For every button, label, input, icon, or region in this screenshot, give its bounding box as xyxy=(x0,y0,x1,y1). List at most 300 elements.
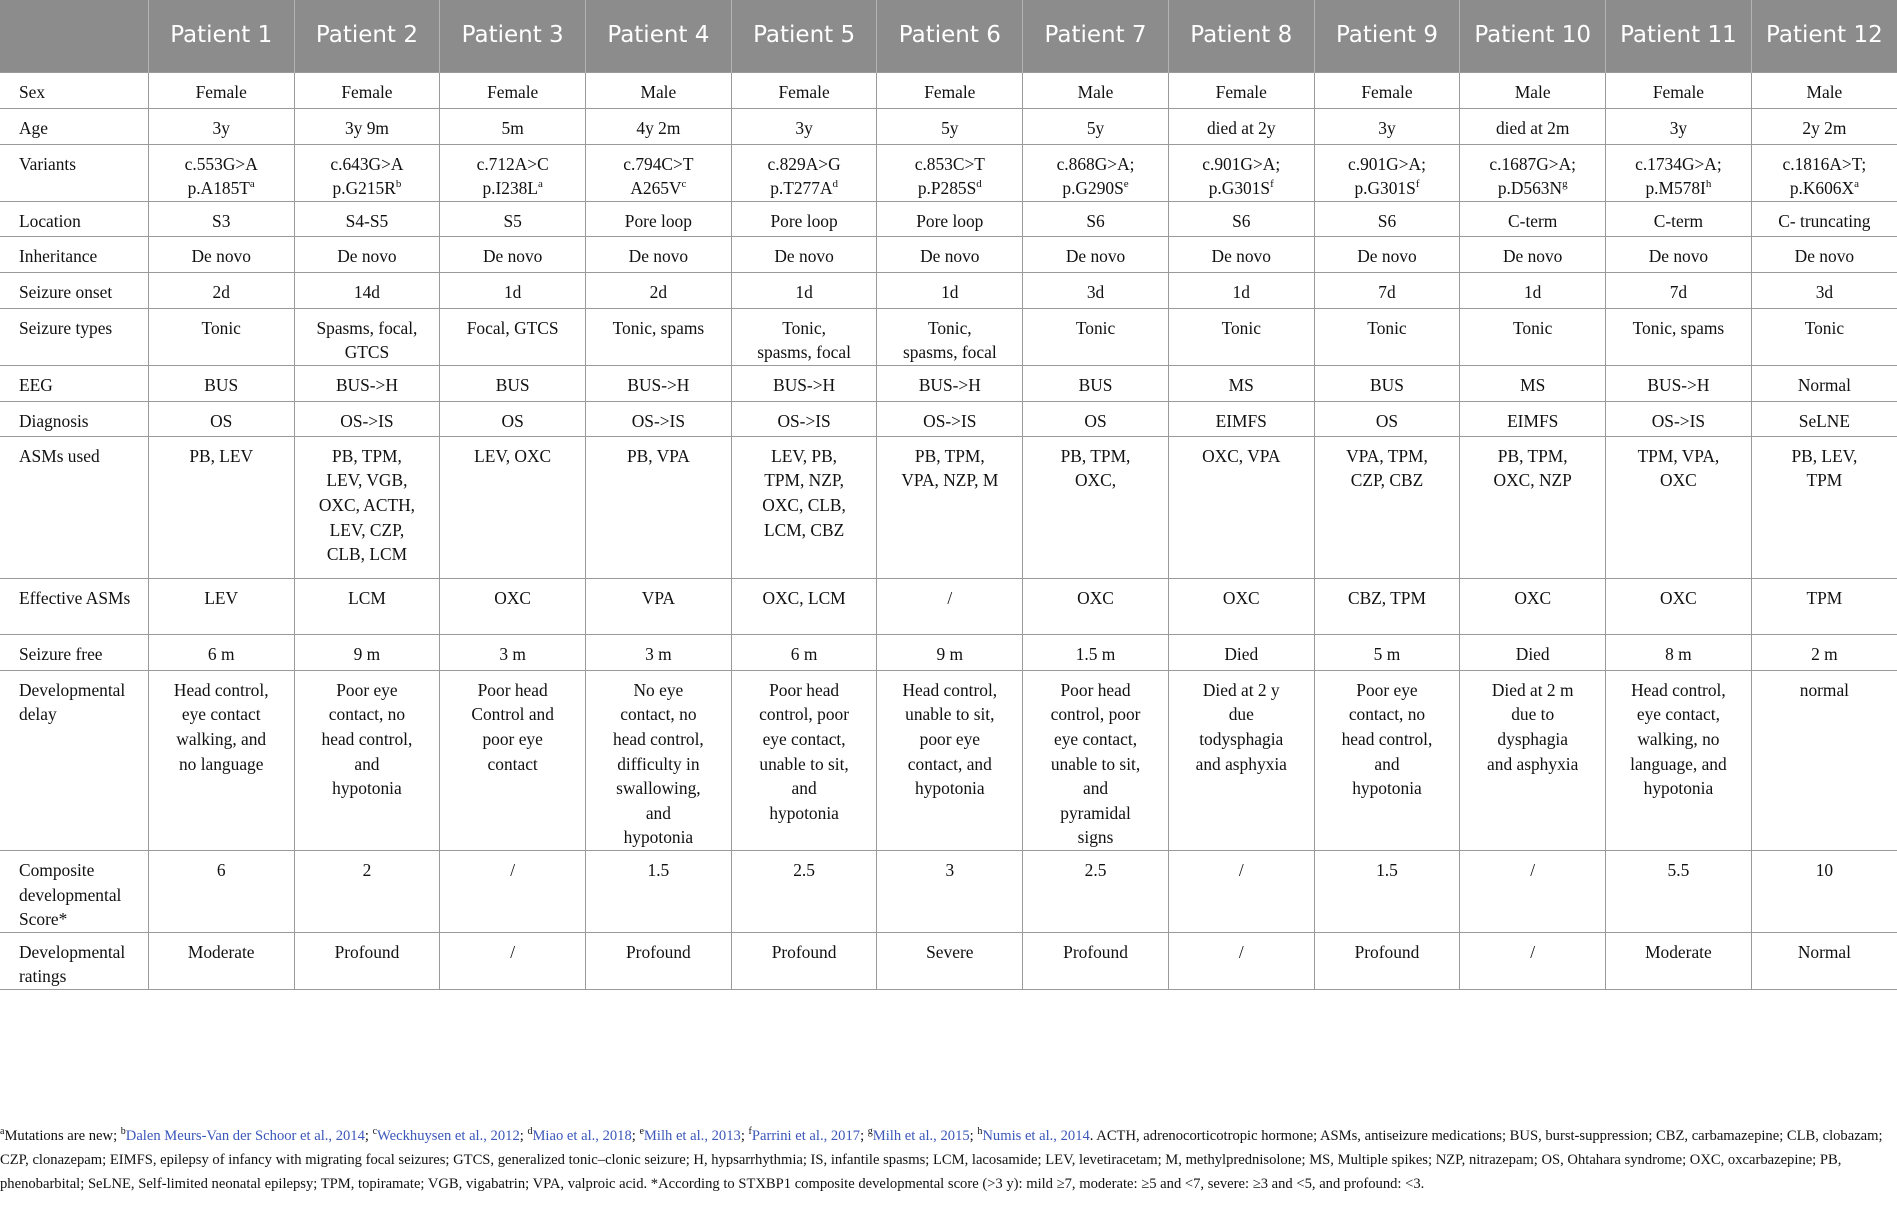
cell-line: Tonic xyxy=(1513,317,1553,338)
variant-cdna: c.901G>A; xyxy=(1348,153,1426,174)
cell-line: and xyxy=(791,778,817,799)
cell-line: CLB, LCM xyxy=(326,544,408,565)
table-cell: De novo xyxy=(586,236,732,272)
row-label: Inheritance xyxy=(0,236,148,272)
cell-line: LEV, OXC xyxy=(474,445,552,466)
cell-line: and asphyxia xyxy=(1487,753,1579,774)
table-cell: Female xyxy=(148,72,294,108)
table-cell: / xyxy=(1168,851,1314,933)
table-cell: De novo xyxy=(877,236,1023,272)
ref-link-e[interactable]: Milh et al., 2013 xyxy=(643,1128,741,1144)
table-cell: OXC, LCM xyxy=(731,578,877,634)
table-cell: S4-S5 xyxy=(294,201,440,236)
cell-line: pyramidal xyxy=(1060,802,1131,823)
cell-line: hypotonia xyxy=(623,827,694,848)
cell-line: swallowing, xyxy=(616,778,701,799)
variant-protein-text: A265V xyxy=(630,178,682,199)
table-cell: C-term xyxy=(1606,201,1752,236)
table-cell xyxy=(1314,436,1460,578)
variant-cdna: c.901G>A; xyxy=(1202,153,1281,174)
table-row xyxy=(0,144,1897,201)
cell-line: contact, no xyxy=(328,704,406,725)
row-label: Seizure types xyxy=(0,308,148,365)
cell-line: hypotonia xyxy=(769,802,839,823)
table-cell: 3d xyxy=(1023,272,1169,308)
header-patient-7: Patient 7 xyxy=(1023,0,1169,72)
table-cell: OS xyxy=(1314,401,1460,436)
table-cell: BUS->H xyxy=(1606,365,1752,401)
cell-line: Tonic xyxy=(1075,317,1116,338)
cell-line: contact, no xyxy=(1348,704,1426,725)
table-cell: Moderate xyxy=(148,932,294,989)
cell-line: hypotonia xyxy=(332,778,402,799)
ref-link-g[interactable]: Milh et al., 2015 xyxy=(872,1128,970,1144)
variant-footnote-mark: d xyxy=(976,178,982,191)
table-cell: / xyxy=(1460,932,1606,989)
variant-footnote-mark: g xyxy=(1562,178,1568,191)
cell-line: spasms, focal xyxy=(902,342,997,363)
cell-line: hypotonia xyxy=(1352,778,1422,799)
table-cell: OXC xyxy=(1023,578,1169,634)
table-cell: BUS xyxy=(440,365,586,401)
table-cell: 2.5 xyxy=(731,851,877,933)
table-cell xyxy=(731,144,877,201)
cell-line: contact, no xyxy=(620,704,697,725)
cell-line: LEV, CZP, xyxy=(329,519,405,540)
table-cell: 6 xyxy=(148,851,294,933)
table-cell xyxy=(1460,670,1606,850)
variant-protein xyxy=(1321,176,1454,201)
table-cell: 7d xyxy=(1606,272,1752,308)
cell-line: Died at 2 y xyxy=(1202,679,1280,700)
cell-line: head control, xyxy=(1341,729,1433,750)
table-cell xyxy=(1168,308,1314,365)
variant-cdna: c.829A>G xyxy=(767,153,841,174)
table-cell xyxy=(1023,144,1169,201)
ref-link-f[interactable]: Parrini et al., 2017 xyxy=(751,1128,861,1144)
table-cell xyxy=(1168,144,1314,201)
table-cell: BUS xyxy=(1023,365,1169,401)
table-cell xyxy=(1023,308,1169,365)
footnote-mark-f: f xyxy=(748,1126,752,1138)
cell-line: Head control, xyxy=(902,679,998,700)
table-cell: Male xyxy=(1023,72,1169,108)
cell-line: and xyxy=(1374,753,1400,774)
cell-line: and xyxy=(1082,778,1109,799)
variant-protein-text: p.A185T xyxy=(187,178,250,199)
table-cell xyxy=(440,308,586,365)
ref-link-d[interactable]: Miao et al., 2018 xyxy=(532,1128,632,1144)
table-cell xyxy=(440,144,586,201)
table-cell xyxy=(294,670,440,850)
table-cell xyxy=(294,144,440,201)
table-cell: Normal xyxy=(1751,365,1897,401)
table-cell xyxy=(1460,436,1606,578)
table-cell: OS xyxy=(440,401,586,436)
table-cell xyxy=(1606,436,1752,578)
cell-line: todysphagia xyxy=(1199,729,1284,750)
cell-line: OXC, CLB, xyxy=(762,495,846,516)
table-cell: Profound xyxy=(1023,932,1169,989)
cell-line: TPM xyxy=(1806,470,1843,491)
table-row xyxy=(0,851,1897,933)
table-cell: 3y xyxy=(731,108,877,144)
table-cell: S6 xyxy=(1023,201,1169,236)
variant-cdna: c.712A>C xyxy=(476,153,549,174)
table-row xyxy=(0,308,1897,365)
variant-footnote-mark: d xyxy=(832,178,838,191)
variant-footnote-mark: f xyxy=(1270,178,1274,191)
variant-protein-text: p.G301S xyxy=(1354,178,1416,199)
table-header xyxy=(0,0,1897,72)
cell-line: eye contact xyxy=(181,704,261,725)
table-cell: died at 2y xyxy=(1168,108,1314,144)
table-cell: OXC xyxy=(1460,578,1606,634)
table-cell: OS->IS xyxy=(877,401,1023,436)
table-cell: 1d xyxy=(1460,272,1606,308)
ref-link-b[interactable]: Dalen Meurs-Van der Schoor et al., 2014 xyxy=(125,1128,365,1144)
cell-line: CZP, CBZ xyxy=(1350,470,1424,491)
header-patient-10: Patient 10 xyxy=(1460,0,1606,72)
table-cell: / xyxy=(440,932,586,989)
table-cell: De novo xyxy=(1168,236,1314,272)
table-cell: 1d xyxy=(877,272,1023,308)
cell-line: spasms, focal xyxy=(757,342,851,363)
cell-line: Poor head xyxy=(1060,679,1131,700)
header-patient-5: Patient 5 xyxy=(731,0,877,72)
variant-protein-text: p.P285S xyxy=(917,178,977,199)
table-row xyxy=(0,201,1897,236)
table-cell: De novo xyxy=(440,236,586,272)
header-patient-6: Patient 6 xyxy=(877,0,1023,72)
table-row xyxy=(0,401,1897,436)
table-footnote xyxy=(0,1124,1892,1197)
table-cell: OS xyxy=(1023,401,1169,436)
footnote-mark-c: c xyxy=(372,1126,378,1138)
table-cell: De novo xyxy=(294,236,440,272)
variant-cdna: c.1687G>A; xyxy=(1489,153,1576,174)
table-cell: 2y 2m xyxy=(1751,108,1897,144)
ref-link-h[interactable]: Numis et al., 2014 xyxy=(982,1128,1090,1144)
table-cell: Female xyxy=(877,72,1023,108)
table-cell: Died xyxy=(1460,634,1606,670)
table-cell: 5m xyxy=(440,108,586,144)
table-cell: Female xyxy=(1606,72,1752,108)
table-cell xyxy=(440,670,586,850)
table-cell: BUS xyxy=(1314,365,1460,401)
table-cell: 9 m xyxy=(294,634,440,670)
cell-line: OXC xyxy=(1660,470,1697,491)
table-cell: De novo xyxy=(1023,236,1169,272)
table-cell: MS xyxy=(1168,365,1314,401)
variant-protein-text: p.D563N xyxy=(1497,178,1563,199)
row-label: Developmental ratings xyxy=(0,932,148,989)
cell-line: difficulty in xyxy=(617,753,700,774)
table-cell: / xyxy=(877,578,1023,634)
variant-protein xyxy=(738,176,871,201)
table-cell: Female xyxy=(1314,72,1460,108)
table-cell: Male xyxy=(1460,72,1606,108)
table-cell: Female xyxy=(294,72,440,108)
table-cell: 1.5 m xyxy=(1023,634,1169,670)
cell-line: GTCS xyxy=(344,342,390,363)
table-cell xyxy=(1460,308,1606,365)
table-cell xyxy=(1751,436,1897,578)
table-cell xyxy=(294,436,440,578)
footnote-abbreviations: . ACTH, adrenocorticotropic hormone; ASMs, antiseizure medications; BUS, burst-suppression; CBZ, carbamazepine; CLB, clobazam; CZP, clonazepam; EIMFS, epilepsy of infancy with migrating focal seizures; GTCS, generalized tonic–clonic seizure; H, hypsarrhythmia; IS, infantile spasms; LCM, lacosamide; LEV, levetiracetam; M, methylprednisolone; MS, Multiple spikes; NZP, nitrazepam; OS, Ohtahara syndrome; OXC, oxcarbazepine; PB, phenobarbital; SeLNE, Self-limited neonatal epilepsy; TPM, topiramate; VGB, vigabatrin; VPA, valproic acid. *According to STXBP1 composite developmental score (>3 y): mild ≥7, moderate: ≥5 and <7, severe: ≥3 and <5, and profound: <3. xyxy=(0,1128,1883,1193)
table-cell: 1d xyxy=(731,272,877,308)
cell-line: PB, LEV xyxy=(189,445,254,466)
table-cell xyxy=(1606,144,1752,201)
row-label: ASMs used xyxy=(0,436,148,578)
table-cell: 5y xyxy=(877,108,1023,144)
cell-line: eye contact, xyxy=(1636,704,1720,725)
table-cell: Profound xyxy=(294,932,440,989)
cell-line: Poor eye xyxy=(1356,679,1418,700)
table-cell xyxy=(148,436,294,578)
table-cell xyxy=(1751,670,1897,850)
cell-line: and asphyxia xyxy=(1195,753,1287,774)
variant-protein xyxy=(1758,176,1891,201)
cell-line: Tonic xyxy=(1367,317,1407,338)
table-cell: 4y 2m xyxy=(586,108,732,144)
table-row xyxy=(0,108,1897,144)
variant-protein-text: p.I238L xyxy=(482,178,538,199)
row-label: Seizure free xyxy=(0,634,148,670)
table-cell: 10 xyxy=(1751,851,1897,933)
variant-protein xyxy=(1466,176,1599,201)
table-row xyxy=(0,932,1897,989)
table-cell: / xyxy=(1460,851,1606,933)
table-cell: 6 m xyxy=(148,634,294,670)
table-cell: OXC xyxy=(1168,578,1314,634)
cell-line: Tonic, xyxy=(927,317,972,338)
cell-line: Tonic, spams xyxy=(1632,317,1725,338)
cell-line: unable to sit, xyxy=(759,753,849,774)
footnote-mark-b: b xyxy=(120,1126,126,1138)
table-cell: 5.5 xyxy=(1606,851,1752,933)
variant-protein xyxy=(301,176,434,201)
table-cell: 9 m xyxy=(877,634,1023,670)
cell-line: LEV, PB, xyxy=(771,445,838,466)
table-cell xyxy=(1314,144,1460,201)
table-cell xyxy=(1606,308,1752,365)
header-patient-12: Patient 12 xyxy=(1751,0,1897,72)
cell-line: OXC, VPA xyxy=(1202,445,1281,466)
table-cell: BUS->H xyxy=(877,365,1023,401)
header-row xyxy=(0,0,1897,72)
table-cell: 3y 9m xyxy=(294,108,440,144)
table-cell: 1d xyxy=(440,272,586,308)
table-cell xyxy=(877,308,1023,365)
table-cell: 1d xyxy=(1168,272,1314,308)
table-cell: Male xyxy=(1751,72,1897,108)
cell-line: signs xyxy=(1077,827,1114,848)
cell-line: unable to sit, xyxy=(1050,753,1141,774)
table-cell: EIMFS xyxy=(1168,401,1314,436)
table-row xyxy=(0,670,1897,850)
header-patient-2: Patient 2 xyxy=(294,0,440,72)
variant-footnote-mark: a xyxy=(1854,178,1859,191)
table-cell: BUS xyxy=(148,365,294,401)
footnote-mark-d: d xyxy=(527,1126,533,1138)
cell-line: Poor head xyxy=(477,679,548,700)
table-cell: 5y xyxy=(1023,108,1169,144)
table-cell: 3y xyxy=(148,108,294,144)
table-row xyxy=(0,436,1897,578)
variant-protein-text: p.G290S xyxy=(1062,178,1124,199)
cell-line: head control, xyxy=(612,729,704,750)
row-label: Composite developmental Score* xyxy=(0,851,148,933)
cell-line: OXC, xyxy=(1074,470,1117,491)
table-row xyxy=(0,634,1897,670)
table-row xyxy=(0,272,1897,308)
table-cell: OXC xyxy=(1606,578,1752,634)
table-cell xyxy=(586,144,732,201)
table-body xyxy=(0,72,1897,990)
footnote-sep-c: ; xyxy=(519,1128,528,1144)
variant-protein-text: p.G301S xyxy=(1208,178,1271,199)
table-cell: Pore loop xyxy=(586,201,732,236)
table-cell: 3y xyxy=(1314,108,1460,144)
variant-protein-text: p.G215R xyxy=(332,178,396,199)
cell-line: dysphagia xyxy=(1497,729,1568,750)
table-row xyxy=(0,365,1897,401)
cell-line: VPA, TPM, xyxy=(1346,445,1428,466)
table-cell: BUS->H xyxy=(586,365,732,401)
table-cell xyxy=(1168,670,1314,850)
row-label: Effective ASMs xyxy=(0,578,148,634)
table-cell: 5 m xyxy=(1314,634,1460,670)
header-patient-1: Patient 1 xyxy=(148,0,294,72)
cell-line: walking, no xyxy=(1637,729,1720,750)
table-cell: C-term xyxy=(1460,201,1606,236)
table-cell: 2 m xyxy=(1751,634,1897,670)
table-cell xyxy=(148,308,294,365)
cell-line: no language xyxy=(178,753,264,774)
table-cell xyxy=(731,436,877,578)
cell-line: Poor eye xyxy=(336,679,398,700)
variant-cdna: c.853C>T xyxy=(914,153,985,174)
table-row xyxy=(0,72,1897,108)
header-patient-11: Patient 11 xyxy=(1606,0,1752,72)
table-cell: Female xyxy=(440,72,586,108)
table-cell: EIMFS xyxy=(1460,401,1606,436)
cell-line: Head control, xyxy=(1631,679,1726,700)
row-label: Age xyxy=(0,108,148,144)
table-cell: died at 2m xyxy=(1460,108,1606,144)
table-cell: S6 xyxy=(1168,201,1314,236)
table-cell: Moderate xyxy=(1606,932,1752,989)
cell-line: No eye xyxy=(633,679,684,700)
cell-line: Poor head xyxy=(769,679,840,700)
variant-protein xyxy=(1029,176,1162,201)
header-patient-9: Patient 9 xyxy=(1314,0,1460,72)
table-cell xyxy=(1023,670,1169,850)
variant-cdna: c.553G>A xyxy=(184,153,258,174)
variant-protein-text: p.K606X xyxy=(1789,178,1855,199)
cell-line: PB, LEV, xyxy=(1791,445,1858,466)
table-cell: S5 xyxy=(440,201,586,236)
variant-protein xyxy=(883,176,1016,201)
variant-protein-text: p.M578I xyxy=(1645,178,1706,199)
table-cell: Female xyxy=(1168,72,1314,108)
cell-line: OXC, ACTH, xyxy=(318,495,415,516)
variant-protein xyxy=(446,176,579,201)
table-cell: 3d xyxy=(1751,272,1897,308)
cell-line: VPA, NZP, M xyxy=(901,470,999,491)
cell-line: walking, and xyxy=(176,729,267,750)
header-corner xyxy=(0,0,148,72)
footnote-mark-h: h xyxy=(977,1126,983,1138)
row-label: Variants xyxy=(0,144,148,201)
table-cell: Profound xyxy=(586,932,732,989)
cell-line: normal xyxy=(1799,679,1850,700)
variant-protein xyxy=(1612,176,1745,201)
cell-line: eye contact, xyxy=(762,729,846,750)
cell-line: Tonic xyxy=(1221,317,1261,338)
cell-line: and xyxy=(645,802,671,823)
table-cell: Normal xyxy=(1751,932,1897,989)
variant-footnote-mark: h xyxy=(1705,178,1712,191)
footnote-sep-e: ; xyxy=(740,1128,749,1144)
cell-line: LEV, VGB, xyxy=(326,470,408,491)
table-cell xyxy=(1460,144,1606,201)
footnote-mark-g: g xyxy=(867,1126,873,1138)
cell-line: contact xyxy=(487,753,538,774)
cell-line: poor eye xyxy=(482,729,543,750)
table-cell: Pore loop xyxy=(731,201,877,236)
table-cell xyxy=(148,670,294,850)
cell-line: PB, TPM, xyxy=(1060,445,1131,466)
table-cell xyxy=(148,144,294,201)
cell-line: due to xyxy=(1511,704,1555,725)
cell-line: hypotonia xyxy=(1643,778,1714,799)
cell-line: hypotonia xyxy=(915,778,985,799)
table-cell: BUS->H xyxy=(731,365,877,401)
cell-line: Tonic, spams xyxy=(612,317,705,338)
table-cell: VPA xyxy=(586,578,732,634)
variant-protein xyxy=(1175,176,1308,201)
cell-line: due xyxy=(1228,704,1254,725)
variant-protein xyxy=(155,176,288,201)
footnote-mark-a: a xyxy=(0,1126,5,1138)
cell-line: Tonic xyxy=(201,317,241,338)
header-patient-8: Patient 8 xyxy=(1168,0,1314,72)
variant-footnote-mark: b xyxy=(395,178,402,191)
row-label: EEG xyxy=(0,365,148,401)
table-cell: OXC xyxy=(440,578,586,634)
table-cell: OS->IS xyxy=(586,401,732,436)
variant-protein-text: p.T277A xyxy=(770,178,833,199)
table-cell: 2 xyxy=(294,851,440,933)
table-row xyxy=(0,236,1897,272)
variant-footnote-mark: c xyxy=(681,178,687,191)
table-cell: 2d xyxy=(586,272,732,308)
table-cell xyxy=(877,436,1023,578)
table-cell: OS xyxy=(148,401,294,436)
table-cell xyxy=(1023,436,1169,578)
ref-link-c[interactable]: Weckhuysen et al., 2012 xyxy=(377,1128,520,1144)
table-cell xyxy=(440,436,586,578)
table-cell: S6 xyxy=(1314,201,1460,236)
cell-line: Head control, xyxy=(173,679,269,700)
table-cell: 8 m xyxy=(1606,634,1752,670)
table-cell xyxy=(586,670,732,850)
cell-line: eye contact, xyxy=(1054,729,1138,750)
row-label: Seizure onset xyxy=(0,272,148,308)
table-cell: 3 m xyxy=(586,634,732,670)
